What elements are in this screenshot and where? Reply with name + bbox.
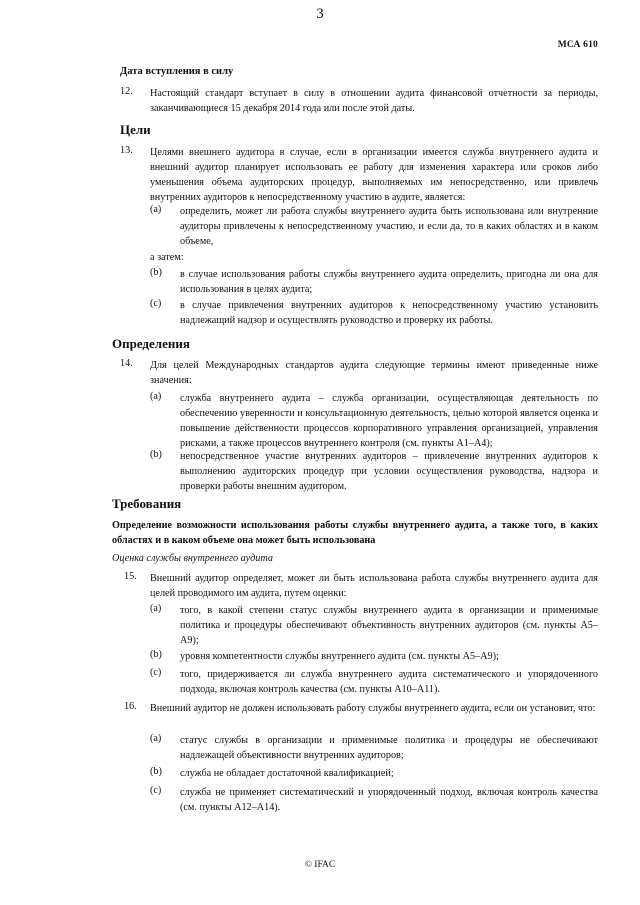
list-marker: (a) bbox=[150, 204, 162, 215]
list-item-16c: служба не применяет систематический и упорядоченный подход, включая контроль качества (см. пункты А12–А14). bbox=[180, 787, 598, 813]
list-marker: (c) bbox=[150, 667, 162, 678]
list-marker: (b) bbox=[150, 449, 162, 460]
paragraph-13: Целями внешнего аудитора в случае, если в организации имеется служба внутреннего аудита и внешний аудитор планирует использовать ее работу для изменения характера или сроков либо уменьшения объема аудиторских процедур, выполняемых им непосредственно, или привлечь внутренних аудиторов к непосредственному участию в аудите, является: bbox=[150, 147, 598, 203]
definition-direct-assistance: непосредственное участие внутренних аудиторов – привлечение внутренних аудиторов к выполнению аудиторских процедур при условии осуществления руководства, надзора и проверки работы внешним аудитором. bbox=[180, 451, 598, 492]
list-item-objective-c: в случае привлечения внутренних аудиторов к непосредственному участию установить надлежащий надзор и осуществлять руководство и проверку их работы. bbox=[180, 300, 598, 326]
list-marker: (a) bbox=[150, 603, 162, 614]
section-heading-definitions: Определения bbox=[112, 336, 190, 351]
list-marker: (b) bbox=[150, 766, 162, 777]
paragraph-14: Для целей Международных стандартов аудита следующие термины имеют приведенные ниже значения: bbox=[150, 360, 598, 386]
connector-text: а затем: bbox=[150, 252, 184, 263]
section-heading-effective-date: Дата вступления в силу bbox=[120, 66, 234, 77]
paragraph-number: 12. bbox=[120, 86, 133, 97]
list-marker: (c) bbox=[150, 785, 162, 796]
list-item-16a: статус службы в организации и применимые политика и процедуры не обеспечивают надлежащей объективности внутренних аудиторов; bbox=[180, 735, 598, 761]
list-item-16b: служба не обладает достаточной квалификацией; bbox=[180, 768, 394, 779]
paragraph-number: 14. bbox=[120, 358, 133, 369]
section-heading-objectives: Цели bbox=[120, 122, 151, 137]
paragraph-number: 16. bbox=[124, 701, 137, 712]
definition-internal-audit-function: служба внутреннего аудита – служба организации, осуществляющая деятельность по обеспечению уверенности и консультационную деятельность, целью которой является оценка и повышение действенности процессов корпоративного управления организацией, управления рисками, а также процессов внутреннего контроля (см. пункты А1–А4); bbox=[180, 393, 598, 449]
list-marker: (b) bbox=[150, 267, 162, 278]
paragraph-15: Внешний аудитор определяет, может ли быть использована работа службы внутреннего аудита для целей проводимого им аудита, путем оценки: bbox=[150, 573, 598, 599]
paragraph-12: Настоящий стандарт вступает в силу в отношении аудита финансовой отчетности за периоды, заканчивающиеся 15 декабря 2014 года или после этой даты. bbox=[150, 88, 598, 114]
list-item-15b: уровня компетентности службы внутреннего аудита (см. пункты А5–А9); bbox=[180, 651, 499, 662]
list-marker: (a) bbox=[150, 391, 162, 402]
list-marker: (b) bbox=[150, 649, 162, 660]
list-item-objective-a: определить, может ли работа службы внутреннего аудита быть использована или внутренние аудиторы привлечены к непосредственному участию, и если да, то в каких областях и в каком объеме, bbox=[180, 206, 598, 247]
standard-code: МСА 610 bbox=[557, 40, 598, 50]
list-marker: (a) bbox=[150, 733, 162, 744]
section-heading-requirements: Требования bbox=[112, 496, 182, 511]
list-item-objective-b: в случае использования работы службы внутреннего аудита определить, пригодна ли она для использования в целях аудита; bbox=[180, 269, 598, 295]
paragraph-number: 15. bbox=[124, 571, 137, 582]
paragraph-16: Внешний аудитор не должен использовать работу службы внутреннего аудита, если он установит, что: bbox=[150, 703, 596, 714]
list-marker: (c) bbox=[150, 298, 162, 309]
list-item-15a: того, в какой степени статус службы внутреннего аудита в организации и применимые политика и процедуры обеспечивают объективность внутренних аудиторов (см. пункты А5–А9); bbox=[180, 605, 598, 646]
footer-copyright: © IFAC bbox=[304, 860, 336, 870]
paragraph-number: 13. bbox=[120, 145, 133, 156]
list-item-15c: того, придерживается ли служба внутреннего аудита систематического и упорядоченного подхода, включая контроль качества (см. пункты А10–А11). bbox=[180, 669, 598, 695]
subsection-heading: Определение возможности использования работы службы внутреннего аудита, а также того, в каких областях и в каком объеме она может быть использована bbox=[112, 520, 598, 546]
italic-subheading: Оценка службы внутреннего аудита bbox=[112, 553, 273, 564]
page-number: 3 bbox=[316, 6, 324, 22]
